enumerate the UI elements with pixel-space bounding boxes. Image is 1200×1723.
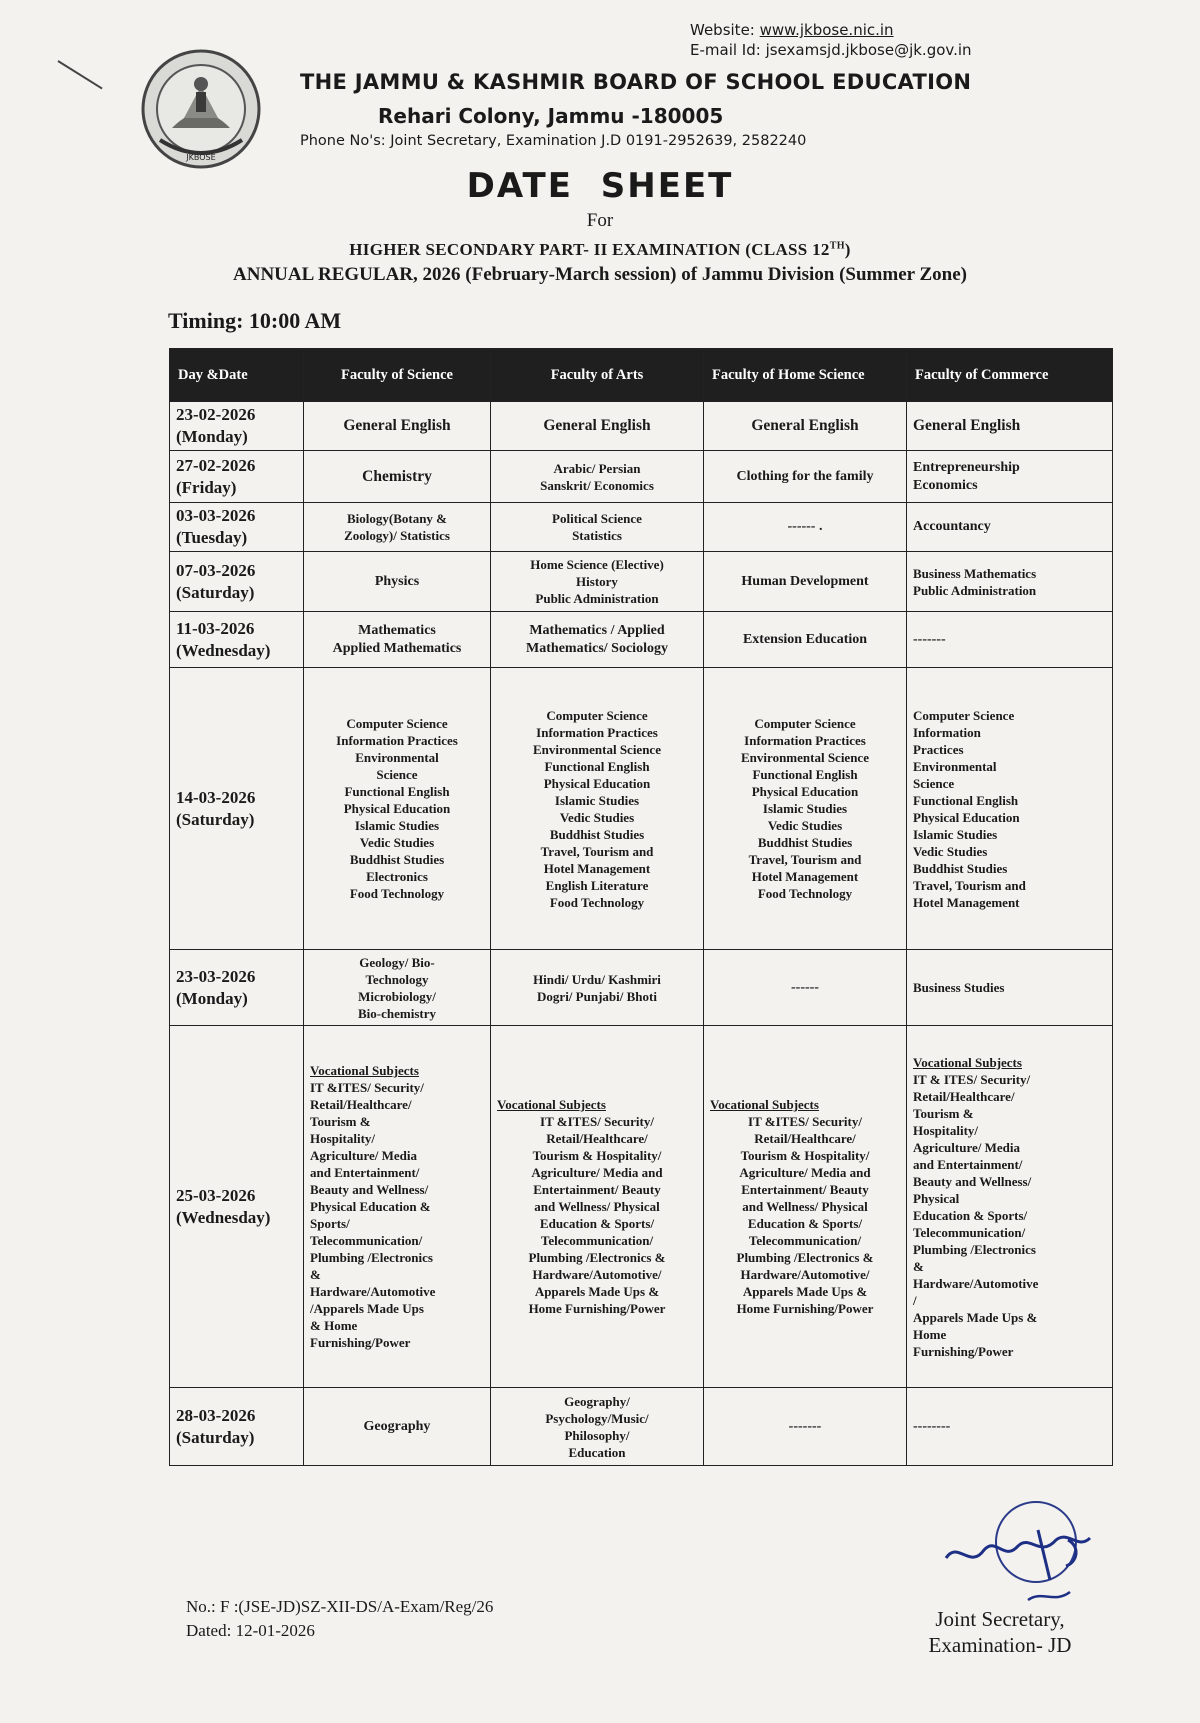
date-sheet-table <box>169 348 1113 1466</box>
arts-cell: Arabic/ Persian Sanskrit/ Economics <box>491 451 704 503</box>
exam-title <box>0 240 1200 260</box>
website-line <box>690 20 972 40</box>
table-row <box>170 1026 1113 1388</box>
phone-numbers: Phone No's: Joint Secretary, Examination J.D 0191-2952639, 2582240 <box>300 133 807 149</box>
arts-cell: Geography/ Psychology/Music/ Philosophy/ Education <box>491 1388 704 1466</box>
email-label: E-mail Id: <box>690 41 761 59</box>
science-cell: General English <box>304 402 491 451</box>
table-header-row <box>170 349 1113 402</box>
vocational-list: IT &ITES/ Security/ Retail/Healthcare/ Tourism & Hospitality/ Agriculture/ Media and Entertainment/ Beauty and Wellness/ Physical Education & Sports/ Telecommunication/ Plumbing /Electronics & Hardware/Automotive /Apparels Made Ups & Home Furnishing/Power <box>310 1080 436 1350</box>
website-label: Website: <box>690 21 755 39</box>
reference-block <box>186 1595 493 1643</box>
commerce-cell: Computer Science Information Practices Environmental Science Functional English Physical Education Islamic Studies Vedic Studies Buddhist Studies Travel, Tourism and Hotel Management <box>907 668 1113 950</box>
commerce-cell: Accountancy <box>907 503 1113 552</box>
signatory-block <box>900 1606 1100 1658</box>
table-row <box>170 1388 1113 1466</box>
commerce-cell: Business Studies <box>907 950 1113 1026</box>
table-row <box>170 612 1113 668</box>
table-row <box>170 552 1113 612</box>
vocational-heading: Vocational Subjects <box>310 1063 419 1078</box>
arts-cell: General English <box>491 402 704 451</box>
date-cell: 25-03-2026 (Wednesday) <box>170 1026 304 1388</box>
commerce-cell: -------- <box>907 1388 1113 1466</box>
commerce-cell: General English <box>907 402 1113 451</box>
contact-block <box>690 20 972 60</box>
arts-cell: Hindi/ Urdu/ Kashmiri Dogri/ Punjabi/ Bhoti <box>491 950 704 1026</box>
date-cell: 27-02-2026 (Friday) <box>170 451 304 503</box>
board-logo-icon <box>140 48 262 170</box>
header-day-date: Day &Date <box>170 349 304 402</box>
date-cell: 23-02-2026 (Monday) <box>170 402 304 451</box>
table-row <box>170 668 1113 950</box>
vocational-heading: Vocational Subjects <box>913 1054 1022 1070</box>
science-cell: Biology(Botany & Zoology)/ Statistics <box>304 503 491 552</box>
header-commerce: Faculty of Commerce <box>907 349 1113 402</box>
science-cell: Geography <box>304 1388 491 1466</box>
date-cell: 11-03-2026 (Wednesday) <box>170 612 304 668</box>
reference-number: No.: F :(JSE-JD)SZ-XII-DS/A-Exam/Reg/26 <box>186 1597 494 1616</box>
table-row <box>170 950 1113 1026</box>
commerce-cell: ------- <box>907 612 1113 668</box>
commerce-cell <box>907 1026 1113 1388</box>
email-address[interactable]: jsexamsjd.jkbose@jk.gov.in <box>765 41 972 59</box>
dated-line: Dated: 12-01-2026 <box>186 1621 315 1640</box>
vocational-list: IT & ITES/ Security/ Retail/Healthcare/ Tourism & Hospitality/ Agriculture/ Media and Entertainment/ Beauty and Wellness/ Physical Education & Sports/ Telecommunication/ Plumbing /Electronics & Hardware/Automotive / Apparels Made Ups & Home Furnishing/Power <box>913 1071 1039 1359</box>
home-science-cell: Human Development <box>704 552 907 612</box>
science-cell: Physics <box>304 552 491 612</box>
commerce-cell: Entrepreneurship Economics <box>907 451 1113 503</box>
science-cell: Geology/ Bio- Technology Microbiology/ Bio-chemistry <box>304 950 491 1026</box>
document-title: DATE SHEET <box>466 166 734 206</box>
board-name: THE JAMMU & KASHMIR BOARD OF SCHOOL EDUCATION <box>300 70 972 94</box>
vocational-list: IT &ITES/ Security/ Retail/Healthcare/ Tourism & Hospitality/ Agriculture/ Media and Entertainment/ Beauty and Wellness/ Physical Education & Sports/ Telecommunication/ Plumbing /Electronics & Hardware/Automotive/ Apparels Made Ups & Home Furnishing/Power <box>736 1114 874 1316</box>
exam-title-text: HIGHER SECONDARY PART- II EXAMINATION (CLASS 12 <box>349 240 830 259</box>
board-address: Rehari Colony, Jammu -180005 <box>378 104 724 128</box>
vocational-heading: Vocational Subjects <box>710 1097 819 1112</box>
science-cell <box>304 1026 491 1388</box>
date-cell: 28-03-2026 (Saturday) <box>170 1388 304 1466</box>
date-cell: 03-03-2026 (Tuesday) <box>170 503 304 552</box>
timing-label: Timing: 10:00 AM <box>168 308 342 333</box>
date-cell: 23-03-2026 (Monday) <box>170 950 304 1026</box>
arts-cell: Mathematics / Applied Mathematics/ Sociology <box>491 612 704 668</box>
signatory-office: Examination- JD <box>928 1633 1072 1657</box>
exam-title-close: ) <box>844 240 851 259</box>
arts-cell: Computer Science Information Practices Environmental Science Functional English Physical Education Islamic Studies Vedic Studies Buddhist Studies Travel, Tourism and Hotel Management English Literature Food Technology <box>491 668 704 950</box>
vocational-heading: Vocational Subjects <box>497 1097 606 1112</box>
home-science-cell <box>704 1026 907 1388</box>
home-science-cell: ------ . <box>704 503 907 552</box>
home-science-cell: General English <box>704 402 907 451</box>
arts-cell <box>491 1026 704 1388</box>
home-science-cell: ------- <box>704 1388 907 1466</box>
home-science-cell: Computer Science Information Practices Environmental Science Functional English Physical Education Islamic Studies Vedic Studies Buddhist Studies Travel, Tourism and Hotel Management Food Technology <box>704 668 907 950</box>
commerce-cell: Business Mathematics Public Administration <box>907 552 1113 612</box>
website-link[interactable]: www.jkbose.nic.in <box>759 21 894 39</box>
for-label: For <box>586 210 614 231</box>
header-home-science: Faculty of Home Science <box>704 349 907 402</box>
table-row <box>170 402 1113 451</box>
vocational-list: IT &ITES/ Security/ Retail/Healthcare/ Tourism & Hospitality/ Agriculture/ Media and Entertainment/ Beauty and Wellness/ Physical Education & Sports/ Telecommunication/ Plumbing /Electronics & Hardware/Automotive/ Apparels Made Ups & Home Furnishing/Power <box>528 1114 666 1316</box>
science-cell: Chemistry <box>304 451 491 503</box>
home-science-cell: ------ <box>704 950 907 1026</box>
header-arts: Faculty of Arts <box>491 349 704 402</box>
home-science-cell: Clothing for the family <box>704 451 907 503</box>
svg-text:JKBOSE: JKBOSE <box>186 153 216 162</box>
signatory-title: Joint Secretary, <box>935 1607 1065 1631</box>
exam-title-sup: TH <box>829 240 845 252</box>
arts-cell: Political Science Statistics <box>491 503 704 552</box>
date-cell: 07-03-2026 (Saturday) <box>170 552 304 612</box>
date-cell: 14-03-2026 (Saturday) <box>170 668 304 950</box>
scan-mark <box>57 60 102 89</box>
home-science-cell: Extension Education <box>704 612 907 668</box>
signature-icon <box>918 1500 1098 1610</box>
science-cell: Mathematics Applied Mathematics <box>304 612 491 668</box>
table-row <box>170 503 1113 552</box>
table-row <box>170 451 1113 503</box>
header-science: Faculty of Science <box>304 349 491 402</box>
session-line: ANNUAL REGULAR, 2026 (February-March session) of Jammu Division (Summer Zone) <box>233 264 967 285</box>
science-cell: Computer Science Information Practices Environmental Science Functional English Physical Education Islamic Studies Vedic Studies Buddhist Studies Electronics Food Technology <box>304 668 491 950</box>
email-line <box>690 40 972 60</box>
arts-cell: Home Science (Elective) History Public Administration <box>491 552 704 612</box>
